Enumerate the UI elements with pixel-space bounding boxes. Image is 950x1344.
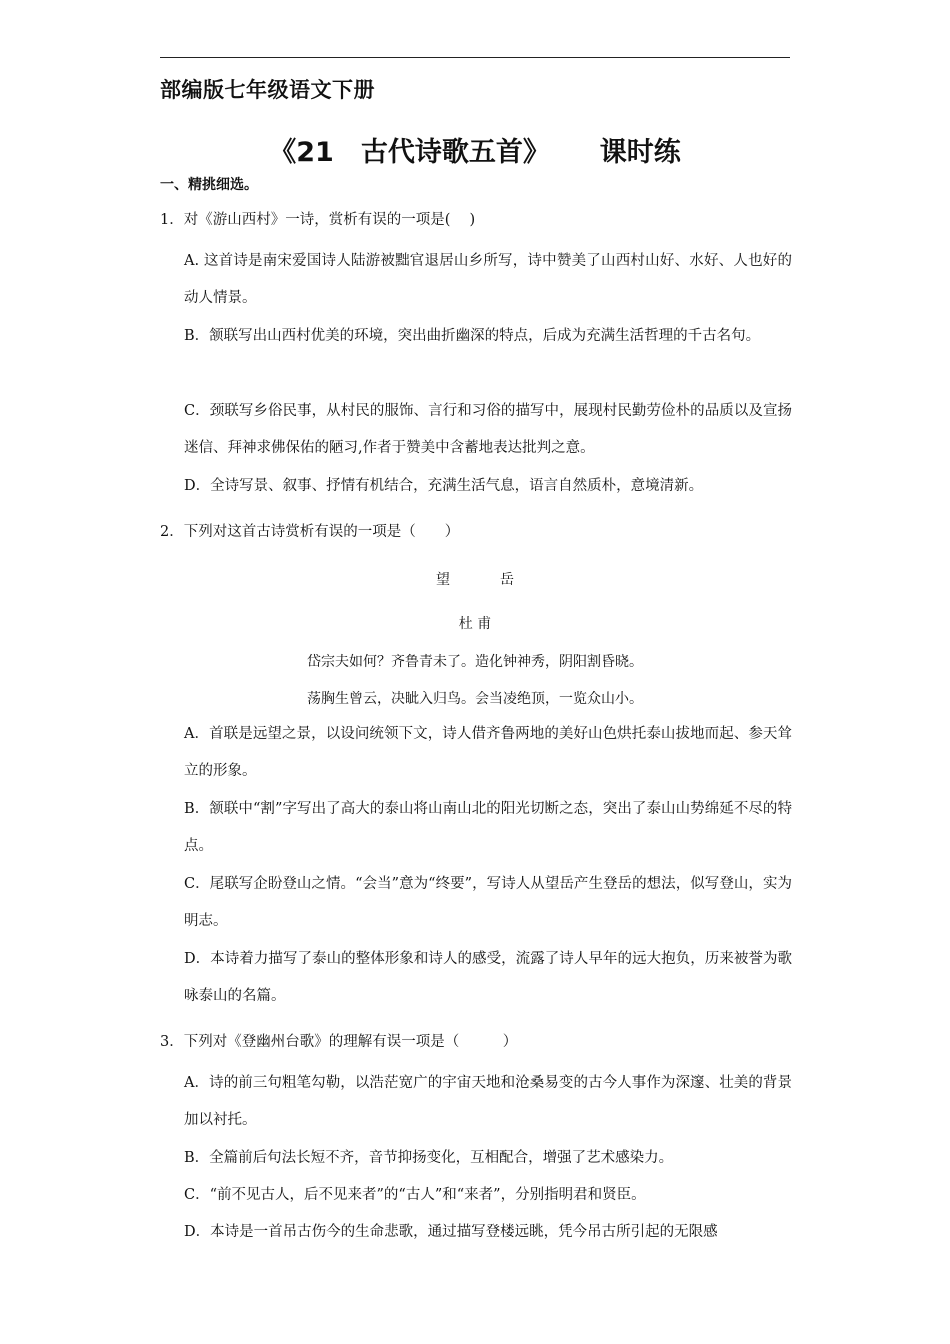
header-rule xyxy=(160,57,790,58)
question-2-option-c: C．尾联写企盼登山之情。“会当”意为“终要”，写诗人从望岳产生登岳的想法，似写登山，实为明志。 xyxy=(184,876,792,929)
question-2-stem: 2．下列对这首古诗赏析有误的一项是（ ） xyxy=(160,524,460,540)
question-1-option-b: B．颔联写出山西村优美的环境，突出曲折幽深的特点，后成为充满生活哲理的千古名句。 xyxy=(184,328,761,344)
question-3-option-c: C．“前不见古人，后不见来者”的“古人”和“来者”，分别指明君和贤臣。 xyxy=(184,1187,646,1203)
poem-author: 杜 甫 xyxy=(458,616,492,632)
question-3-option-d: D．本诗是一首吊古伤今的生命悲歌，通过描写登楼远眺，凭今吊古所引起的无限感 xyxy=(184,1224,718,1240)
question-1-option-a: A. 这首诗是南宋爱国诗人陆游被黜官退居山乡所写，诗中赞美了山西村山好、水好、人也好的动人情景。 xyxy=(184,253,792,306)
document-header: 部编版七年级语文下册 xyxy=(160,78,375,102)
question-3-option-b: B．全篇前后句法长短不齐，音节抑扬变化，互相配合，增强了艺术感染力。 xyxy=(184,1150,674,1166)
question-1-stem: 1．对《游山西村》一诗，赏析有误的一项是( ) xyxy=(160,212,476,228)
question-3-stem: 3．下列对《登幽州台歌》的理解有误一项是（ ） xyxy=(160,1034,518,1050)
question-2-option-d: D．本诗着力描写了泰山的整体形象和诗人的感受，流露了诗人早年的远大抱负，历来被誉为歌咏泰山的名篇。 xyxy=(184,951,792,1004)
question-3-option-a: A．诗的前三句粗笔勾勒，以浩茫宽广的宇宙天地和沧桑易变的古今人事作为深邃、壮美的背景加以衬托。 xyxy=(184,1075,792,1128)
poem-line-1: 岱宗夫如何？齐鲁青未了。造化钟神秀，阴阳割昏晓。 xyxy=(307,654,643,670)
poem-title xyxy=(0,569,950,589)
poem-title-char-2: 岳 xyxy=(500,572,514,588)
poem-line-2: 荡胸生曾云，决眦入归鸟。会当凌绝顶，一览众山小。 xyxy=(307,691,643,707)
question-2-option-a: A．首联是远望之景，以设问统领下文，诗人借齐鲁两地的美好山色烘托泰山拔地而起、参天耸立的形象。 xyxy=(184,726,792,779)
poem-title-char-1: 望 xyxy=(436,572,450,588)
page-title xyxy=(0,130,950,169)
question-1-option-d: D．全诗写景、叙事、抒情有机结合，充满生活气息，语言自然质朴，意境清新。 xyxy=(184,478,704,494)
page-title-lesson: 《21 古代诗歌五首》 xyxy=(269,137,537,168)
page-title-type: 课时练 xyxy=(599,137,681,168)
section-heading: 一、精挑细选。 xyxy=(160,177,258,193)
question-2-option-b: B．颔联中“割”字写出了高大的泰山将山南山北的阳光切断之态，突出了泰山山势绵延不尽的特点。 xyxy=(184,801,792,854)
question-1-option-c: C．颈联写乡俗民事，从村民的服饰、言行和习俗的描写中，展现村民勤劳俭朴的品质以及宣扬迷信、拜神求佛保佑的陋习,作者于赞美中含蓄地表达批判之意。 xyxy=(184,403,792,456)
